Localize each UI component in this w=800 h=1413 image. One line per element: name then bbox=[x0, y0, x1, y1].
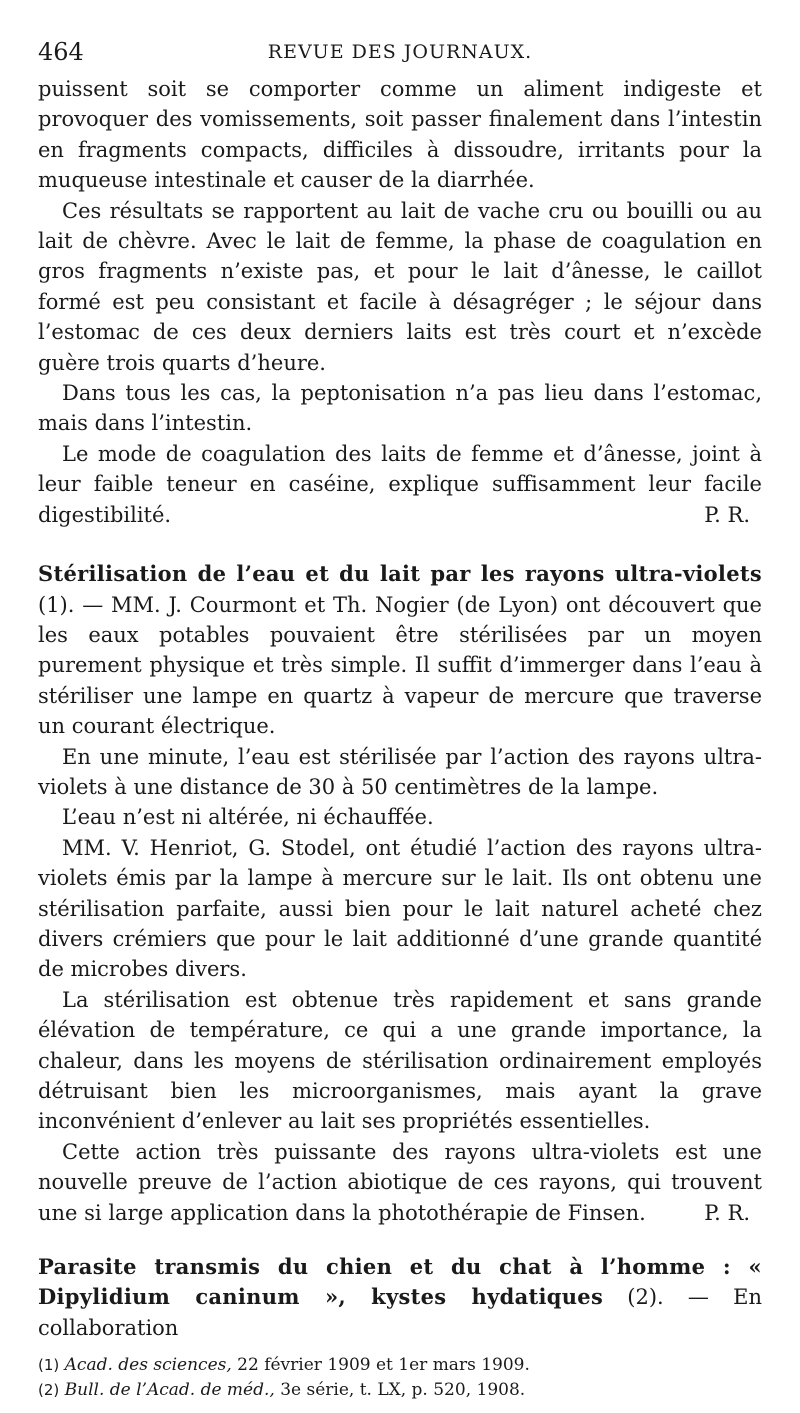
paragraph-water-unchanged: L’eau n’est ni altérée, ni échauffée. bbox=[62, 805, 434, 830]
paragraph-peptonisation: Dans tous les cas, la peptonisation n’a pas lieu dans l’estomac, mais dans l’intestin. bbox=[38, 381, 762, 436]
footnote-2-mark: (2) bbox=[38, 1381, 60, 1400]
paragraph-henriot-stodel: MM. V. Henriot, G. Stodel, ont étudié l’action des rayons ultra-violets émis par la lampe à mercure sur le lait. Ils ont obtenu une stérilisation parfaite, aussi bien pour le lait naturel acheté chez divers crémiers que pour le lait additionné d’une grande quantité de microbes divers. bbox=[38, 835, 762, 982]
paragraph-results: Ces résultats se rapportent au lait de vache cru ou bouilli ou au lait de chèvre. Avec le lait de femme, la phase de coagulation en gros fragments n’existe pas, et pour le lait d’ânesse, le caillot formé est peu consistant et facile à désagréger ; le séjour dans l’estomac de ces deux derniers laits est très court et n’excède guère trois quarts d’heure. bbox=[38, 198, 762, 375]
section-title-parasite: Parasite transmis du chien et du chat à l’homme : « Dipylidium caninum », kystes hydatiques bbox=[38, 1254, 762, 1310]
section-parasite-lead: — En collaboration bbox=[38, 1285, 762, 1340]
footnote-1-source: Acad. des sciences, bbox=[64, 1355, 232, 1376]
paragraph-one-minute: En une minute, l’eau est stérilisée par l’action des rayons ultra-violets à une distance de 30 à 50 centimètres de la lampe. bbox=[38, 744, 762, 799]
footnotes bbox=[38, 1353, 762, 1403]
paragraph-temperature: La stérilisation est obtenue très rapidement et sans grande élévation de température, ce qui a une grande importance, la chaleur, dans les moyens de stérilisation ordinairement employés détruisant bien les microorganismes, mais ayant la grave inconvénient d’enlever au lait ses propriétés essentielles. bbox=[38, 987, 762, 1134]
signature-initials-2: P. R. bbox=[704, 1200, 750, 1225]
page-header bbox=[38, 30, 762, 74]
paragraph-digestibility bbox=[38, 439, 762, 530]
paragraph-continuation: puissent soit se comporter comme un aliment indigeste et provoquer des vomissements, soit passer finalement dans l’intestin en fragments compacts, difficiles à dissoudre, irritants pour la muqueuse intestinale et causer de la diarrhée. bbox=[38, 77, 762, 193]
section-sterilisation bbox=[38, 559, 762, 741]
section-parasite bbox=[38, 1252, 762, 1343]
footnote-ref-1: (1). bbox=[38, 592, 75, 617]
paragraph-abiotic-action-text: Cette action très puissante des rayons ultra-violets est une nouvelle preuve de l’action abiotique de ces rayons, qui trouvent une si large application dans la photothérapie de Finsen. bbox=[38, 1139, 762, 1225]
signature-initials: P. R. bbox=[704, 502, 750, 527]
footnote-1 bbox=[38, 1353, 762, 1378]
article-body bbox=[38, 74, 762, 1343]
paragraph-abiotic-action bbox=[38, 1137, 762, 1228]
footnote-2 bbox=[38, 1378, 762, 1403]
page-number: 464 bbox=[38, 38, 84, 66]
footnote-2-source: Bull. de l’Acad. de méd., bbox=[64, 1380, 275, 1401]
section-sterilisation-lead: — MM. J. Courmont et Th. Nogier (de Lyon) ont découvert que les eaux potables pouvaient être stérilisées par un moyen purement physique et très simple. Il suffit d’immerger dans l’eau à stériliser une lampe en quartz à vapeur de mercure que traverse un courant électrique. bbox=[38, 592, 762, 739]
footnote-ref-2: (2). bbox=[627, 1285, 664, 1310]
paragraph-digestibility-text: Le mode de coagulation des laits de femme et d’ânesse, joint à leur faible teneur en caséine, explique suffisamment leur facile digestibilité. bbox=[38, 441, 762, 527]
running-head: REVUE DES JOURNAUX. bbox=[267, 41, 533, 63]
section-title-sterilisation: Stérilisation de l’eau et du lait par les rayons ultra-violets bbox=[38, 561, 762, 587]
footnote-1-mark: (1) bbox=[38, 1356, 60, 1375]
footnote-1-details: 22 février 1909 et 1er mars 1909. bbox=[237, 1355, 530, 1376]
footnote-2-details: 3e série, t. LX, p. 520, 1908. bbox=[280, 1380, 526, 1401]
